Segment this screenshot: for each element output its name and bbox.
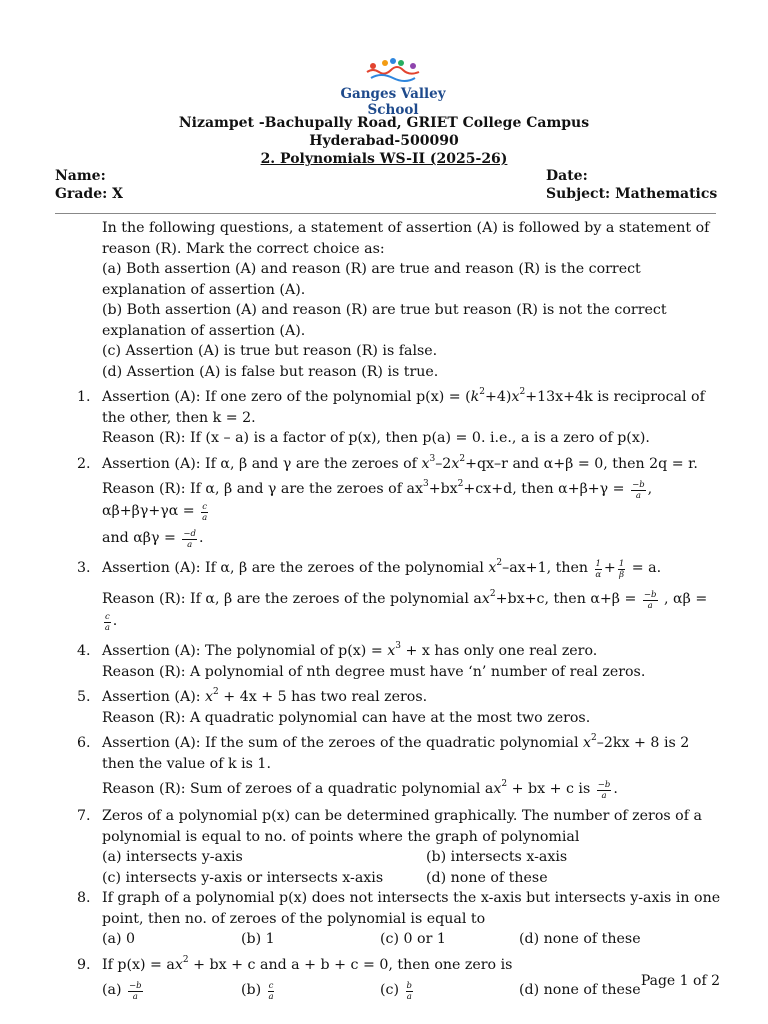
reason-2-cont: and αβγ = $\frac{-d}{a}$ .: [102, 529, 204, 550]
option-d: (d) none of these: [519, 931, 641, 947]
subject-label: Subject: Mathematics: [546, 186, 718, 202]
question-4: [77, 641, 722, 682]
question-number: 7.: [77, 808, 91, 824]
worksheet-body: [77, 218, 722, 1002]
assertion-3: Assertion (A): If α, β are the zeroes of the polynomial $x^2-ax+1$, then $\frac{1}{\alpha}$ + $\frac{1}{\beta}$ = a.: [102, 558, 662, 580]
question-9: [77, 954, 722, 1003]
option-b: (b) $\frac{c}{a}$: [241, 981, 274, 1002]
assertion-2: Assertion (A): If α, β and γ are the zeroes of $x^3-2x^2+qx-r$ and α+β = 0, then 2q = r.: [102, 453, 698, 472]
question-3: [77, 558, 722, 633]
question-number: 4.: [77, 643, 91, 659]
grade-label: Grade: X: [55, 186, 124, 202]
school-logo: [318, 58, 468, 118]
option-b: (b) intersects x-axis: [426, 849, 568, 865]
school-address: Nizampet -Bachupally Road, GRIET College Campus: [178, 115, 590, 131]
school-name: Ganges Valley School: [340, 86, 446, 118]
question-7-text: Zeros of a polynomial p(x) can be determined graphically. The number of zeros of a polynomial is equal to no. of points where the graph of polynomial: [102, 808, 702, 845]
assertion-1: Assertion (A): If one zero of the polynomial $p(x) = (k^2+4)x^2+13x+4k$ is reciprocal of the other, then k = 2.: [102, 387, 705, 426]
option-c: (c) $\frac{b}{a}$: [380, 981, 412, 1002]
option-b: (b) 1: [241, 931, 275, 947]
option-d: (d) none of these: [426, 869, 548, 886]
assertion-6: Assertion (A): If the sum of the zeroes of the quadratic polynomial $x^2-2kx + 8$ is 2 then the value of k is 1.: [102, 733, 690, 772]
assertion-4: Assertion (A): The polynomial of $p(x) = x^3 + x$ has only one real zero.: [102, 641, 598, 659]
option-c: (c) intersects y-axis or intersects x-axis: [102, 869, 384, 886]
question-1: [77, 387, 722, 449]
question-number: 6.: [77, 735, 91, 751]
assertion-5: Assertion (A): $x^2 + 4x + 5$ has two real zeros.: [102, 687, 428, 705]
fraction: $\frac{c}{a}$: [104, 612, 110, 633]
intro-option-a: (a) Both assertion (A) and reason (R) are true and reason (R) is the correct explanation of assertion (A).: [102, 261, 641, 298]
option-c: (c) 0 or 1: [380, 931, 446, 947]
intro-instructions: In the following questions, a statement of assertion (A) is followed by a statement of reason (R). Mark the correct choice as:: [102, 220, 710, 257]
fraction: $\frac{-b}{a}$: [643, 590, 657, 611]
fraction: $\frac{1}{\beta}$: [618, 559, 625, 580]
reason-4: Reason (R): A polynomial of nth degree must have ‘n’ number of real zeros.: [102, 663, 646, 680]
option-a: (a) 0: [102, 931, 136, 947]
question-6: [77, 733, 722, 801]
fraction: $\frac{c}{a}$: [202, 502, 208, 523]
question-number: 5.: [77, 689, 91, 705]
school-city: Hyderabad-500090: [309, 133, 459, 149]
reason-5: Reason (R): A quadratic polynomial can have at the most two zeros.: [102, 709, 591, 726]
intro-option-c: (c) Assertion (A) is true but reason (R) is false.: [102, 343, 438, 359]
name-label: Name:: [55, 168, 106, 184]
fraction: $\frac{-d}{a}$: [183, 529, 196, 550]
fraction: $\frac{-b}{a}$: [597, 780, 611, 801]
intro-option-b: (b) Both assertion (A) and reason (R) are true but reason (R) is not the correct explanation of assertion (A).: [102, 302, 667, 339]
page-number: Page 1 of 2: [640, 973, 720, 989]
intro-option-d: (d) Assertion (A) is false but reason (R) is true.: [102, 363, 439, 380]
question-number: 9.: [77, 956, 91, 973]
fraction: $\frac{1}{\alpha}$: [595, 559, 602, 580]
question-9-text: If $p(x) = ax^2$ + bx + c and a + b + c = 0, then one zero is: [102, 954, 513, 973]
fraction: $\frac{-b}{a}$: [632, 480, 645, 501]
question-8-text: If graph of a polynomial p(x) does not intersects the x-axis but intersects y-axis in one point, then no. of zeroes of the polynomial is equal to: [102, 890, 721, 927]
option-a: (a) intersects y-axis: [102, 849, 243, 865]
date-label: Date:: [546, 168, 588, 184]
option-a: (a) $\frac{-b}{a}$: [102, 981, 142, 1002]
reason-1: Reason (R): If (x – a) is a factor of p(x), then p(a) = 0. i.e., a is a zero of p(x).: [102, 430, 650, 446]
question-number: 2.: [77, 455, 91, 472]
reason-2: Reason (R): If α, β and γ are the zeroes of $ax^3+bx^2+cx+d$, then α+β+γ = $\frac{-b}{a}$ , αβ+βγ+γα = $\frac{c}{a}$: [102, 479, 653, 523]
question-5: [77, 687, 722, 728]
question-2: [77, 453, 722, 551]
reason-6: Reason (R): Sum of zeroes of a quadratic polynomial $ax^2$ + bx + c is $\frac{-b}{a}$ .: [102, 779, 618, 801]
worksheet-title: 2. Polynomials WS-II (2025-26): [260, 151, 508, 167]
logo-figures-icon: [363, 58, 423, 86]
option-d: (d) none of these: [519, 982, 641, 998]
question-number: 1.: [77, 389, 91, 405]
reason-3: Reason (R): If α, β are the zeroes of the polynomial $ax^2+bx+c$, then α+β = $\frac{-b}{a}$ , αβ = $\frac{c}{a}$ .: [102, 589, 708, 633]
header-divider: [55, 213, 716, 214]
question-7: [77, 806, 722, 888]
question-8: [77, 888, 722, 950]
question-number: 8.: [77, 890, 91, 906]
question-number: 3.: [77, 560, 91, 576]
